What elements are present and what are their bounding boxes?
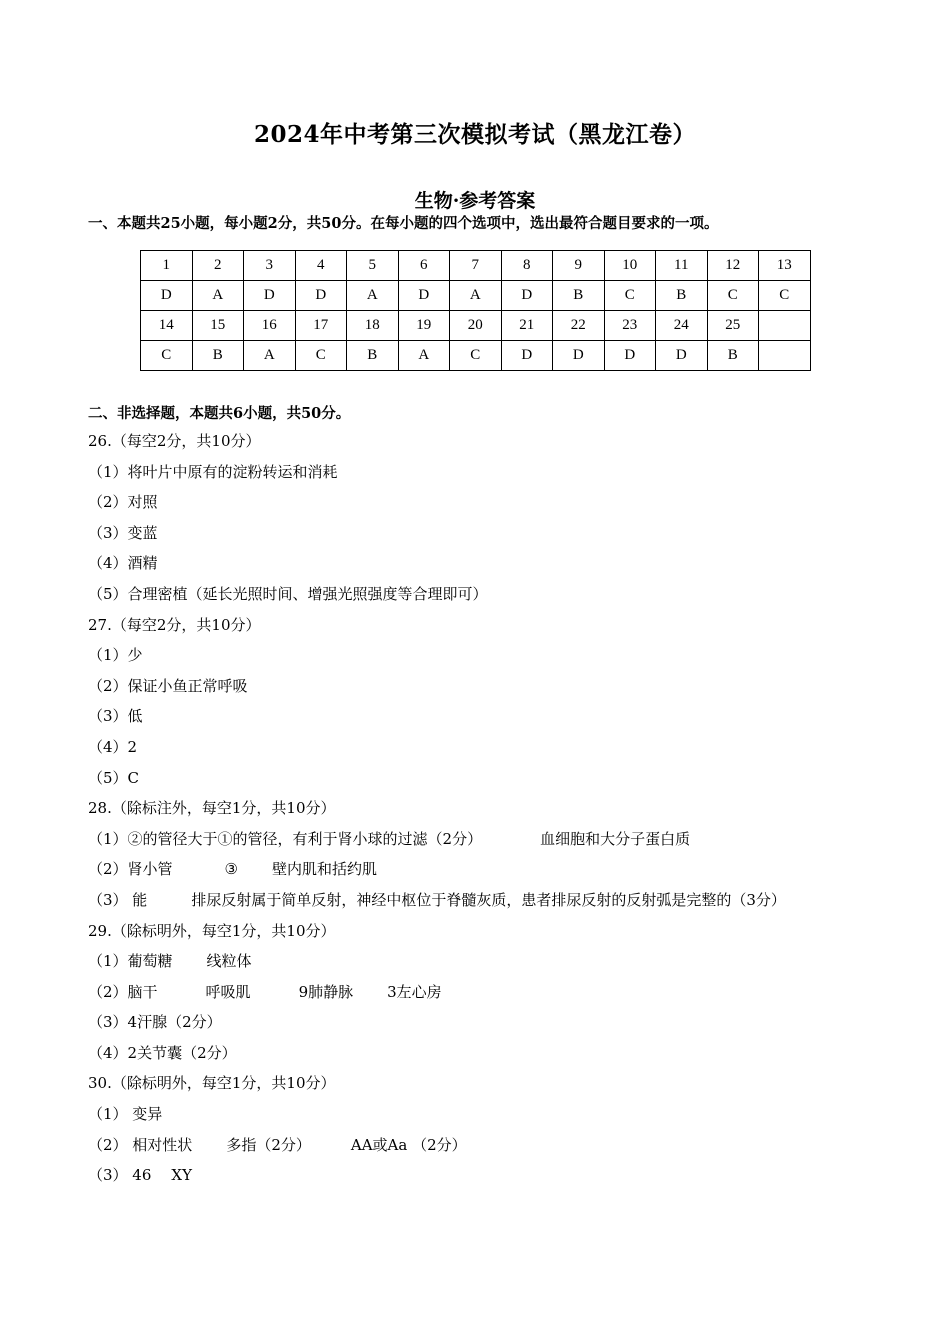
document-title: 2024年中考第三次模拟考试（黑龙江卷） bbox=[253, 121, 696, 148]
q26-answer-3: （3）变蓝 bbox=[88, 523, 158, 542]
q27-answer-3: （3）低 bbox=[88, 707, 143, 726]
answer-table-cell: C bbox=[759, 281, 811, 311]
q27-answer-5: （5）C bbox=[88, 768, 140, 787]
answer-table-cell: C bbox=[295, 341, 347, 371]
answer-table-cell: 21 bbox=[501, 311, 553, 341]
q26-answer-1: （1）将叶片中原有的淀粉转运和消耗 bbox=[88, 462, 338, 481]
q29-answer-2 bbox=[88, 977, 858, 1008]
answer-table-cell: 4 bbox=[295, 251, 347, 281]
answer-table-row bbox=[141, 341, 811, 371]
answer-table-cell: B bbox=[192, 341, 244, 371]
answer-table-cell: B bbox=[707, 341, 759, 371]
answer-table-cell: D bbox=[141, 281, 193, 311]
answer-table-cell: A bbox=[398, 341, 450, 371]
answer-table-cell: 10 bbox=[604, 251, 656, 281]
q26-header: 26.（每空2分，共10分） bbox=[88, 432, 261, 450]
q30-answer-3 bbox=[88, 1160, 858, 1191]
q29-answer-3: （3）4汗腺（2分） bbox=[88, 1013, 222, 1032]
answer-table-cell: 11 bbox=[656, 251, 708, 281]
answer-table-cell: 25 bbox=[707, 311, 759, 341]
q27-answer-1: （1）少 bbox=[88, 646, 143, 665]
answer-table-cell: 14 bbox=[141, 311, 193, 341]
q29-answer-2-part-3: 9肺静脉 bbox=[298, 982, 354, 1001]
q30-answer-2 bbox=[88, 1130, 858, 1161]
answer-table-cell: 19 bbox=[398, 311, 450, 341]
answer-table-cell: B bbox=[553, 281, 605, 311]
q28-answer-3 bbox=[88, 885, 858, 916]
answer-table-cell: D bbox=[295, 281, 347, 311]
q26-answer-2: （2）对照 bbox=[88, 493, 158, 512]
answer-table-cell: D bbox=[656, 341, 708, 371]
answer-table-cell: 12 bbox=[707, 251, 759, 281]
answer-table-cell: 15 bbox=[192, 311, 244, 341]
answer-table-cell: D bbox=[553, 341, 605, 371]
answer-table-cell: 16 bbox=[244, 311, 296, 341]
answer-table-cell: 20 bbox=[450, 311, 502, 341]
answer-table-cell: D bbox=[398, 281, 450, 311]
answer-table-cell: B bbox=[347, 341, 399, 371]
q29-answer-2-part-4: 3左心房 bbox=[387, 982, 442, 1001]
q28-answer-3-part-2: 排尿反射属于简单反射，神经中枢位于脊髓灰质，患者排尿反射的反射弧是完整的（3分） bbox=[191, 890, 786, 909]
answer-table-cell: A bbox=[347, 281, 399, 311]
q28-answer-1-part-2: 血细胞和大分子蛋白质 bbox=[540, 829, 691, 848]
answer-table-cell: 7 bbox=[450, 251, 502, 281]
q28-answer-2-part-3: 壁内肌和括约肌 bbox=[272, 860, 378, 879]
answer-table-cell: A bbox=[244, 341, 296, 371]
q30-answer-3-part-1: （3） 46 bbox=[88, 1166, 152, 1185]
answer-table-row bbox=[141, 251, 811, 281]
answer-table-cell: 2 bbox=[192, 251, 244, 281]
answer-table-cell bbox=[759, 311, 811, 341]
q28-answer-2 bbox=[88, 854, 858, 885]
q30-answer-3-part-2: XY bbox=[171, 1166, 192, 1185]
answer-table-cell: 5 bbox=[347, 251, 399, 281]
answer-table-cell: A bbox=[192, 281, 244, 311]
answer-table-row bbox=[141, 311, 811, 341]
q29-answer-2-part-1: （2）脑干 bbox=[88, 982, 158, 1001]
q28-answer-2-part-1: （2）肾小管 bbox=[88, 860, 173, 879]
answer-table-cell: D bbox=[244, 281, 296, 311]
q27-answer-4: （4）2 bbox=[88, 737, 138, 756]
q29-answer-2-part-2: 呼吸肌 bbox=[205, 982, 251, 1001]
section-2-heading: 二、非选择题，本题共6小题，共50分。 bbox=[88, 405, 351, 422]
answer-table-cell bbox=[759, 341, 811, 371]
q29-header: 29.（除标明外，每空1分，共10分） bbox=[88, 921, 336, 940]
answer-table-cell: 8 bbox=[501, 251, 553, 281]
answer-table-row bbox=[141, 281, 811, 311]
answer-table-cell: C bbox=[707, 281, 759, 311]
answer-table bbox=[140, 250, 811, 371]
q28-answer-3-part-1: （3） 能 bbox=[88, 890, 148, 909]
q27-header: 27.（每空2分，共10分） bbox=[88, 615, 261, 634]
q30-answer-2-part-1: （2） 相对性状 bbox=[88, 1135, 193, 1154]
q28-answer-1-part-1: （1）②的管径大于①的管径，有利于肾小球的过滤（2分） bbox=[88, 829, 483, 848]
answer-table-cell: D bbox=[501, 341, 553, 371]
q28-answer-1 bbox=[88, 824, 858, 855]
answer-table-cell: 13 bbox=[759, 251, 811, 281]
q28-header: 28.（除标注外，每空1分，共10分） bbox=[88, 799, 336, 818]
document-subtitle: 生物·参考答案 bbox=[414, 190, 536, 212]
answer-table-cell: C bbox=[604, 281, 656, 311]
answer-lines bbox=[88, 426, 858, 1191]
answer-table-cell: 18 bbox=[347, 311, 399, 341]
q29-answer-4: （4）2关节囊（2分） bbox=[88, 1043, 237, 1062]
q29-answer-1-part-1: （1）葡萄糖 bbox=[88, 952, 173, 971]
q29-answer-1 bbox=[88, 946, 858, 977]
q26-answer-5: （5）合理密植（延长光照时间、增强光照强度等合理即可） bbox=[88, 584, 488, 603]
q29-answer-1-part-2: 线粒体 bbox=[206, 952, 252, 971]
answer-table-cell: 17 bbox=[295, 311, 347, 341]
answer-table-cell: 24 bbox=[656, 311, 708, 341]
q30-answer-1: （1） 变异 bbox=[88, 1105, 163, 1124]
answer-table-cell: A bbox=[450, 281, 502, 311]
q26-answer-4: （4）酒精 bbox=[88, 554, 158, 573]
q27-answer-2: （2）保证小鱼正常呼吸 bbox=[88, 676, 248, 695]
answer-table-cell: C bbox=[450, 341, 502, 371]
q30-header: 30.（除标明外，每空1分，共10分） bbox=[88, 1074, 336, 1093]
q30-answer-2-part-2: 多指（2分） bbox=[226, 1135, 311, 1154]
answer-table-cell: 1 bbox=[141, 251, 193, 281]
answer-table-cell: B bbox=[656, 281, 708, 311]
answer-table-cell: C bbox=[141, 341, 193, 371]
answer-table-cell: 22 bbox=[553, 311, 605, 341]
answer-table-cell: 9 bbox=[553, 251, 605, 281]
answer-table-cell: D bbox=[501, 281, 553, 311]
answer-table-cell: D bbox=[604, 341, 656, 371]
q28-answer-2-part-2: ③ bbox=[224, 860, 238, 879]
answer-table-cell: 3 bbox=[244, 251, 296, 281]
section-1-heading: 一、本题共25小题，每小题2分，共50分。在每小题的四个选项中，选出最符合题目要求的一项。 bbox=[88, 215, 719, 232]
answer-table-cell: 23 bbox=[604, 311, 656, 341]
answer-table-cell: 6 bbox=[398, 251, 450, 281]
q30-answer-2-part-3: AA或Aa （2分） bbox=[350, 1135, 467, 1154]
